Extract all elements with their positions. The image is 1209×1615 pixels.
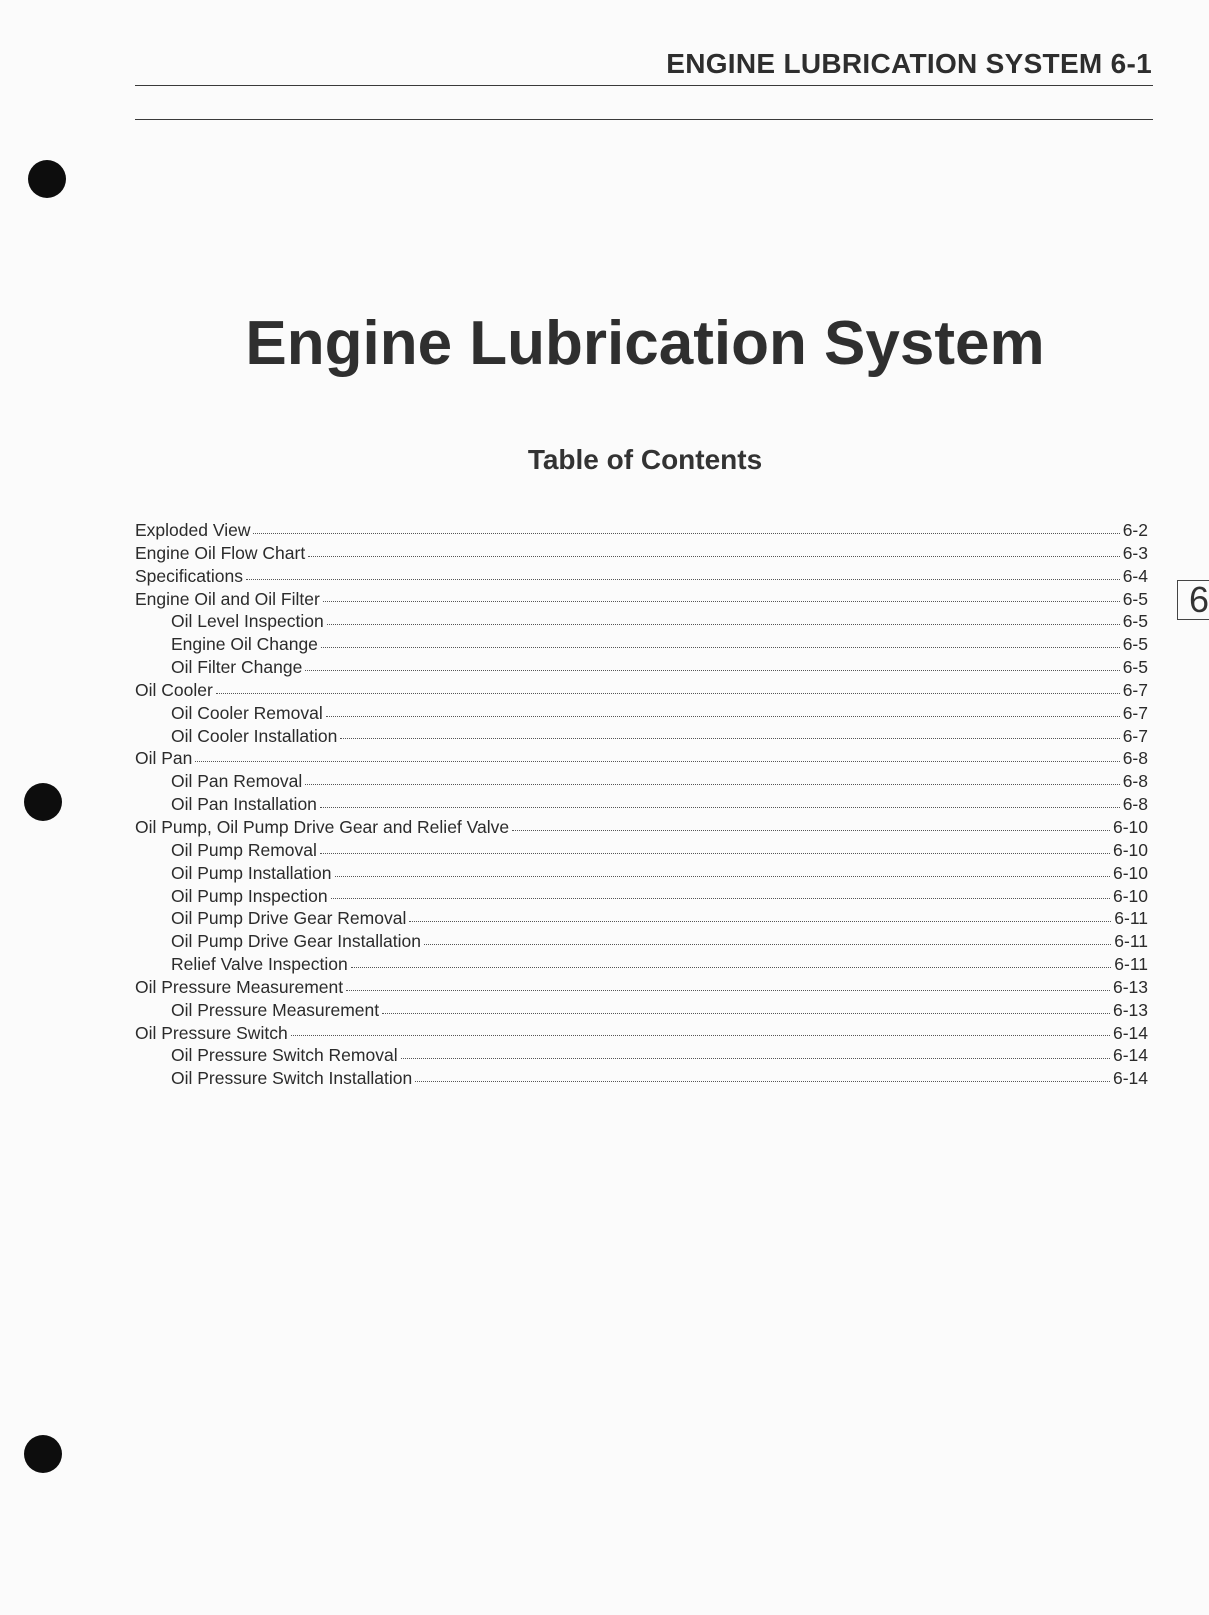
toc-dot-leader xyxy=(340,738,1119,739)
toc-entry[interactable] xyxy=(135,863,1148,886)
toc-entry-label: Engine Oil Change xyxy=(171,634,318,655)
toc-entry[interactable] xyxy=(135,726,1148,749)
toc-dot-leader xyxy=(512,830,1110,831)
toc-entry-label: Oil Cooler xyxy=(135,679,213,700)
toc-entry-page: 6-5 xyxy=(1122,634,1148,655)
toc-entry-page: 6-11 xyxy=(1114,954,1148,975)
binder-hole-top xyxy=(28,160,66,198)
toc-entry-page: 6-8 xyxy=(1122,748,1148,769)
toc-entry-label: Oil Pump Removal xyxy=(171,839,317,860)
toc-entry-page: 6-10 xyxy=(1112,885,1148,906)
toc-dot-leader xyxy=(305,670,1119,671)
toc-entry[interactable] xyxy=(135,840,1148,863)
header-rule-bottom xyxy=(135,119,1153,120)
toc-entry-label: Oil Pressure Measurement xyxy=(135,976,344,997)
toc-dot-leader xyxy=(382,1013,1110,1014)
toc-entry-label: Oil Cooler Removal xyxy=(171,702,323,723)
toc-entry-page: 6-14 xyxy=(1112,1022,1148,1043)
toc-dot-leader xyxy=(424,944,1111,945)
toc-entry-page: 6-2 xyxy=(1122,520,1148,540)
toc-entry-page: 6-10 xyxy=(1112,816,1148,837)
toc-entry-label: Oil Pressure Switch Removal xyxy=(171,1045,398,1066)
toc-entry-label: Oil Pump Inspection xyxy=(171,885,328,906)
toc-entry-page: 6-5 xyxy=(1122,588,1148,609)
toc-entry[interactable] xyxy=(135,520,1148,543)
toc-entry-label: Relief Valve Inspection xyxy=(171,954,348,975)
toc-entry-label: Oil Pump Installation xyxy=(171,862,332,883)
toc-dot-leader xyxy=(351,967,1112,968)
toc-entry-label: Exploded View xyxy=(135,520,251,540)
toc-entry-label: Oil Pump Drive Gear Removal xyxy=(171,908,407,929)
toc-entry[interactable] xyxy=(135,908,1148,931)
toc-entry[interactable] xyxy=(135,566,1148,589)
toc-entry-page: 6-14 xyxy=(1112,1045,1148,1066)
toc-entry[interactable] xyxy=(135,931,1148,954)
toc-dot-leader xyxy=(291,1035,1110,1036)
toc-entry-label: Engine Oil Flow Chart xyxy=(135,542,306,563)
header-rule-top xyxy=(135,85,1153,86)
toc-entry-page: 6-3 xyxy=(1122,542,1148,563)
binder-hole-bottom xyxy=(24,1435,62,1473)
toc-dot-leader xyxy=(320,807,1120,808)
toc-entry[interactable] xyxy=(135,794,1148,817)
toc-entry[interactable] xyxy=(135,977,1148,1000)
toc-entry-label: Oil Pump, Oil Pump Drive Gear and Relief Valve xyxy=(135,816,510,837)
toc-entry[interactable] xyxy=(135,1023,1148,1046)
toc-dot-leader xyxy=(331,898,1110,899)
toc-dot-leader xyxy=(195,761,1119,762)
toc-dot-leader xyxy=(327,624,1120,625)
page-title: Engine Lubrication System xyxy=(245,309,1045,378)
toc-entry-label: Oil Level Inspection xyxy=(171,611,324,632)
toc-entry-label: Oil Pressure Measurement xyxy=(171,999,380,1020)
toc-dot-leader xyxy=(415,1081,1110,1082)
toc-entry-label: Oil Pump Drive Gear Installation xyxy=(171,931,421,952)
toc-entry[interactable] xyxy=(135,657,1148,680)
toc-heading: Table of Contents xyxy=(527,444,763,475)
table-of-contents xyxy=(135,520,1148,1091)
toc-entry-label: Specifications xyxy=(135,565,243,586)
toc-dot-leader xyxy=(246,579,1120,580)
toc-entry-page: 6-7 xyxy=(1122,702,1148,723)
toc-dot-leader xyxy=(409,921,1111,922)
section-tab: 6 xyxy=(1177,580,1209,620)
toc-entry-label: Engine Oil and Oil Filter xyxy=(135,588,320,609)
toc-dot-leader xyxy=(346,990,1110,991)
toc-dot-leader xyxy=(253,533,1119,534)
toc-entry[interactable] xyxy=(135,703,1148,726)
toc-entry-page: 6-8 xyxy=(1122,794,1148,815)
toc-entry-page: 6-13 xyxy=(1112,976,1148,997)
toc-entry-label: Oil Pan xyxy=(135,748,193,769)
toc-entry-label: Oil Pan Removal xyxy=(171,771,303,792)
toc-entry-label: Oil Pressure Switch xyxy=(135,1022,288,1043)
toc-dot-leader xyxy=(320,853,1110,854)
toc-dot-leader xyxy=(326,716,1120,717)
running-header: ENGINE LUBRICATION SYSTEM 6-1 xyxy=(666,48,1152,79)
toc-entry[interactable] xyxy=(135,886,1148,909)
toc-entry-page: 6-8 xyxy=(1122,771,1148,792)
toc-entry-page: 6-10 xyxy=(1112,862,1148,883)
toc-entry-label: Oil Filter Change xyxy=(171,657,303,678)
toc-entry-page: 6-14 xyxy=(1112,1068,1148,1089)
toc-dot-leader xyxy=(323,601,1120,602)
toc-entry[interactable] xyxy=(135,1000,1148,1023)
toc-entry-page: 6-11 xyxy=(1114,908,1148,929)
toc-entry[interactable] xyxy=(135,611,1148,634)
toc-dot-leader xyxy=(401,1058,1110,1059)
toc-entry[interactable] xyxy=(135,634,1148,657)
toc-entry-page: 6-5 xyxy=(1122,611,1148,632)
toc-entry[interactable] xyxy=(135,680,1148,703)
toc-entry-page: 6-7 xyxy=(1122,679,1148,700)
toc-entry[interactable] xyxy=(135,543,1148,566)
toc-entry-page: 6-13 xyxy=(1112,999,1148,1020)
toc-entry[interactable] xyxy=(135,748,1148,771)
toc-dot-leader xyxy=(216,693,1120,694)
toc-entry-page: 6-10 xyxy=(1112,839,1148,860)
toc-entry-page: 6-7 xyxy=(1122,725,1148,746)
binder-hole-middle xyxy=(24,783,62,821)
toc-entry[interactable] xyxy=(135,771,1148,794)
toc-entry-label: Oil Pressure Switch Installation xyxy=(171,1068,413,1089)
toc-entry[interactable] xyxy=(135,817,1148,840)
toc-entry[interactable] xyxy=(135,589,1148,612)
toc-entry-page: 6-4 xyxy=(1122,565,1148,586)
toc-dot-leader xyxy=(321,647,1120,648)
toc-dot-leader xyxy=(308,556,1119,557)
toc-entry-label: Oil Pan Installation xyxy=(171,794,317,815)
toc-entry[interactable] xyxy=(135,1068,1148,1091)
toc-dot-leader xyxy=(305,784,1119,785)
toc-entry-page: 6-11 xyxy=(1114,931,1148,952)
toc-dot-leader xyxy=(335,876,1110,877)
toc-entry[interactable] xyxy=(135,954,1148,977)
toc-entry[interactable] xyxy=(135,1045,1148,1068)
toc-entry-page: 6-5 xyxy=(1122,657,1148,678)
toc-entry-label: Oil Cooler Installation xyxy=(171,725,338,746)
